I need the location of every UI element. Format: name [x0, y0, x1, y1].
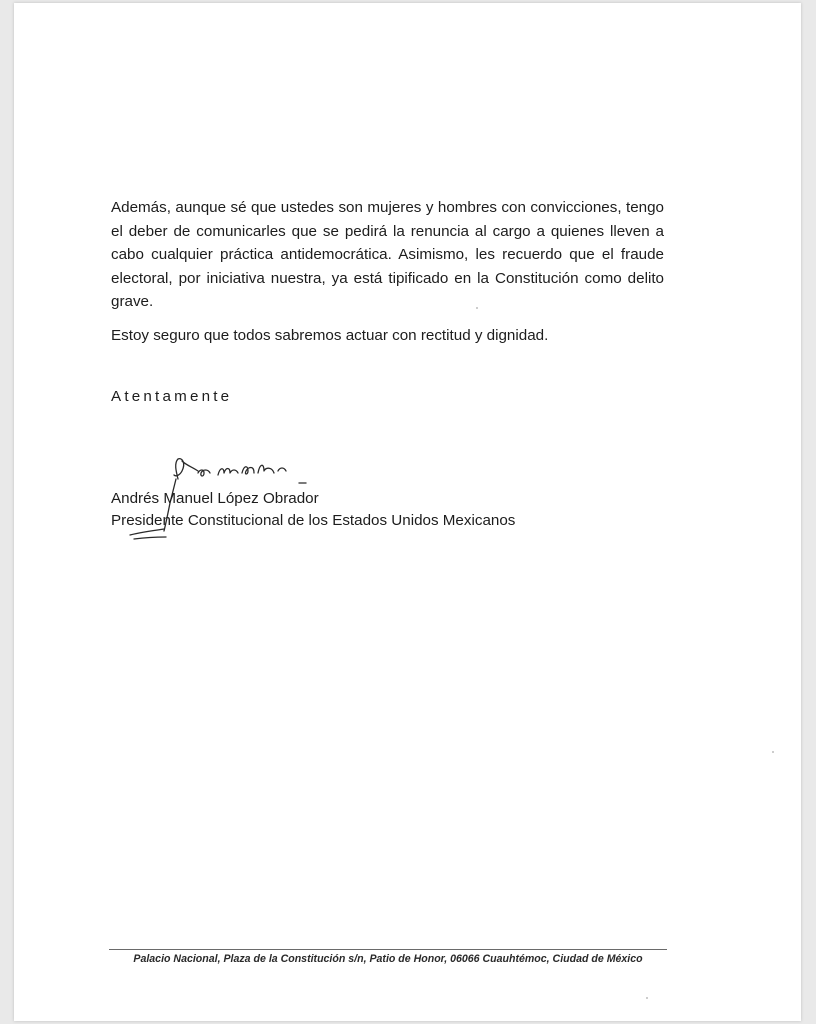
signatory-title: Presidente Constitucional de los Estados Unidos Mexicanos [111, 511, 516, 529]
signatory-name: Andrés Manuel López Obrador [111, 490, 319, 507]
footer-address: Palacio Nacional, Plaza de la Constitución s/n, Patio de Honor, 06066 Cuauhtémoc, Ciudad de México [133, 953, 643, 965]
footer-divider [109, 949, 667, 950]
paragraph-warning: Además, aunque sé que ustedes son mujeres y hombres con convicciones, tengo el deber de comunicarles que se pedirá la renuncia al cargo a quienes lleven a cabo cualquier práctica antidemocrática. Asimismo, les recuerdo que el fraude electoral, por iniciativa nuestra, ya está tipificado en la Constitución como delito grave. [111, 199, 664, 310]
closing-salutation: Atentamente [111, 388, 233, 405]
letter-body [111, 196, 664, 347]
paragraph-closing-statement: Estoy seguro que todos sabremos actuar con rectitud y dignidad. [111, 326, 549, 344]
paper-speck [772, 751, 774, 753]
signatory-block [111, 488, 515, 531]
paper-speck [646, 997, 648, 999]
paper-speck [476, 307, 478, 309]
letter-page [14, 3, 801, 1021]
